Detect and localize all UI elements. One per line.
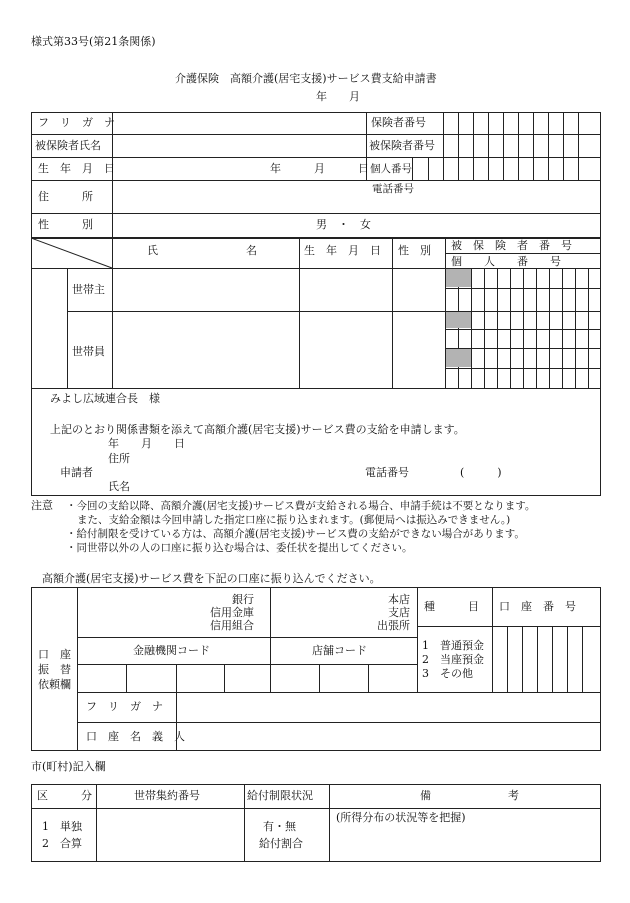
city-heading: 市(町村)記入欄	[31, 760, 106, 773]
notes-label: 注意	[31, 499, 53, 512]
bank-type: 信用金庫	[210, 606, 254, 619]
bank-type: 銀行	[232, 593, 254, 606]
bank-side-label: 口 座	[38, 648, 71, 661]
insurer-number-label: 保険者番号	[371, 116, 426, 129]
note-line: ・給付制限を受けている方は、高額介護(居宅支援)サービス費の支給ができない場合があります。	[66, 528, 525, 540]
bank-side-label: 依頼欄	[38, 678, 71, 691]
application-statement: 上記のとおり関係書類を添えて高額介護(居宅支援)サービス費の支給を申請します。	[50, 423, 465, 436]
form-title: 介護保険 高額介護(居宅支援)サービス費支給申請書	[175, 72, 437, 85]
col-birth-label: 生 年 月 日	[304, 244, 381, 257]
personal-number-label: 個人番号	[370, 163, 412, 175]
kubun-option: 2 合算	[42, 837, 82, 850]
branch-type: 支店	[388, 606, 410, 619]
bank-side-label: 振 替	[38, 663, 71, 676]
col-restriction-label: 給付制限状況	[247, 789, 313, 802]
account-type-option: 3 その他	[422, 667, 473, 680]
applicant-name-label: 氏名	[108, 480, 130, 493]
application-date: 年 月 日	[108, 437, 185, 450]
col-name-label: 氏 名	[147, 244, 257, 257]
bank-code-label: 金融機関コード	[133, 644, 210, 657]
addressee: みよし広域連合長 様	[50, 392, 160, 405]
form-number: 様式第33号(第21条関係)	[31, 35, 156, 48]
col-insured-number-label: 被 保 険 者 番 号	[451, 239, 572, 252]
sex-value: 男 ・ 女	[316, 218, 371, 231]
birth-date-value: 年 月 日	[270, 162, 369, 175]
furigana-label: フ リ ガ ナ	[38, 116, 115, 129]
col-sex-label: 性 別	[398, 244, 431, 257]
sex-label: 性 別	[38, 218, 93, 231]
household-head-label: 世帯主	[72, 283, 105, 296]
col-remarks-label: 備 考	[420, 789, 519, 802]
birth-date-label: 生 年 月 日	[38, 162, 115, 175]
branch-code-label: 店舗コード	[312, 644, 367, 657]
account-holder-label: 口 座 名 義 人	[86, 730, 185, 743]
account-type-option: 1 普通預金	[422, 639, 484, 652]
col-personal-number-label: 個 人 番 号	[451, 255, 561, 268]
note-line: また、支給金額は今回申請した指定口座に振り込まれます。(郵便局へは振込みできません。)	[77, 514, 511, 526]
insured-number-label: 被保険者番号	[369, 139, 435, 152]
restriction-ratio: 給付割合	[259, 837, 303, 850]
household-member-label: 世帯員	[72, 345, 105, 358]
account-furigana-label: フ リ ガ ナ	[86, 700, 163, 713]
account-type-option: 2 当座預金	[422, 653, 484, 666]
col-household-number-label: 世帯集約番号	[134, 789, 200, 802]
diagonal-divider	[31, 238, 113, 269]
branch-type: 出張所	[377, 619, 410, 632]
bank-intro: 高額介護(居宅支援)サービス費を下記の口座に振り込んでください。	[42, 572, 381, 585]
insured-name-label: 被保険者氏名	[35, 139, 101, 152]
applicant-phone-label: 電話番号	[365, 466, 409, 479]
restriction-value: 有・無	[263, 820, 296, 833]
col-kubun-label: 区 分	[37, 789, 92, 802]
note-line: ・今回の支給以降、高額介護(居宅支援)サービス費が支給される場合、申請手続は不要となります。	[66, 500, 536, 512]
bank-type: 信用組合	[210, 619, 254, 632]
remarks-hint: (所得分布の状況等を把握)	[336, 811, 466, 824]
note-line: ・同世帯以外の人の口座に振り込む場合は、委任状を提出してください。	[66, 542, 413, 554]
kubun-option: 1 単独	[42, 820, 82, 833]
phone-label: 電話番号	[372, 183, 414, 195]
address-label: 住 所	[38, 190, 93, 203]
applicant-label: 申請者	[60, 466, 93, 479]
branch-type: 本店	[388, 593, 410, 606]
applicant-address-label: 住所	[108, 452, 130, 465]
account-type-label: 種 目	[424, 600, 479, 613]
title-date: 年 月	[316, 90, 360, 103]
applicant-phone-parens: ( )	[460, 466, 502, 479]
account-number-label: 口 座 番 号	[499, 600, 576, 613]
